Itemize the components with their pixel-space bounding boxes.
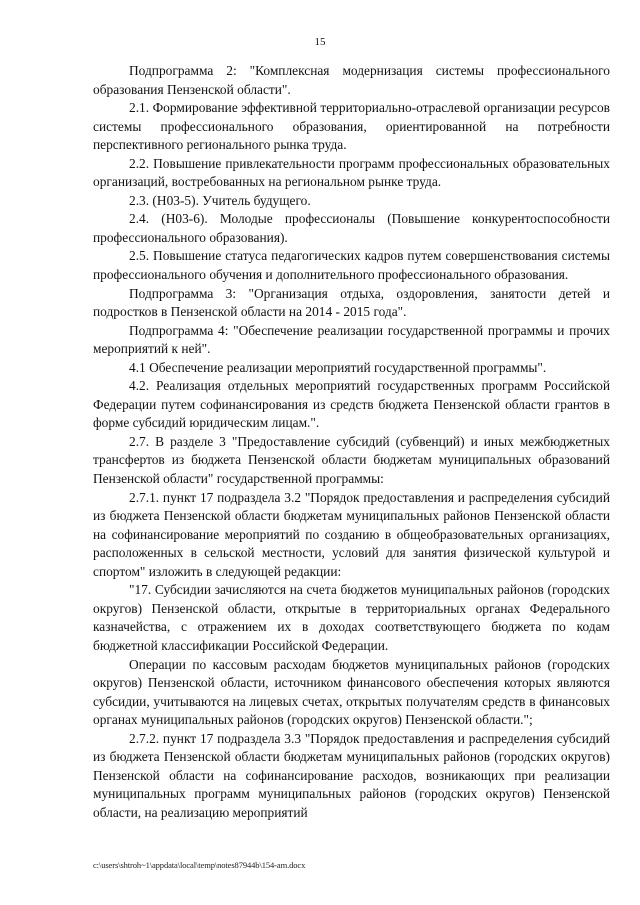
paragraph: Подпрограмма 3: "Организация отдыха, оздоровления, занятости детей и подростков в Пензенской области на 2014 - 2015 года". — [93, 285, 610, 320]
paragraph: 2.3. (Н03-5). Учитель будущего. — [129, 192, 311, 208]
paragraph: 2.7.2. пункт 17 подраздела 3.3 "Порядок предоставления и распределения субсидий из бюджета Пензенской области бюджетам муниципальных районов (городских округов) Пензенской области на софинансирование расходов, возникающих при реализации муниципальных программ муниципальных районов (городских округов) Пензенской области, на реализацию мероприятий — [93, 730, 610, 820]
paragraph: 4.1 Обеспечение реализации мероприятий государственной программы". — [129, 359, 547, 375]
paragraph: 2.7. В разделе 3 "Предоставление субсидий (субвенций) и иных межбюджетных трансфертов из бюджета Пензенской области бюджетам муниципальных образований Пензенской области" государственной программы: — [93, 433, 610, 487]
paragraph: 2.2. Повышение привлекательности программ профессиональных образовательных организаций, востребованных на региональном рынке труда. — [93, 155, 610, 190]
page-number: 15 — [314, 36, 326, 48]
paragraph: 4.2. Реализация отдельных мероприятий государственных программ Российской Федерации путем софинансирования из средств бюджета Пензенской области грантов в форме субсидий юридическим лицам.". — [93, 378, 610, 431]
paragraph: Подпрограмма 4: "Обеспечение реализации государственной программы и прочих мероприятий к ней". — [93, 322, 610, 357]
paragraph: "17. Субсидии зачисляются на счета бюджетов муниципальных районов (городских округов) Пензенской области, открытые в территориальных органах Федерального казначейства, с отражением их в доходах соответствующего бюджета по кодам бюджетной классификации Российской Федерации. — [93, 582, 610, 653]
file-path-footer: c:\users\shtroh~1\appdata\local\temp\notes87944b\154-am.docx — [93, 860, 306, 870]
paragraph: Операции по кассовым расходам бюджетов муниципальных районов (городских округов) Пензенской области, источником финансового обеспечения которых являются субсидии, учитываются на лицевых счетах, открытых получателям средств в финансовых органах муниципальных районов (городских округов) Пензенской области."; — [93, 656, 610, 728]
paragraph: 2.5. Повышение статуса педагогических кадров путем совершенствования системы профессионального обучения и дополнительного профессионального образования. — [93, 248, 610, 283]
paragraph: 2.4. (Н03-6). Молодые профессионалы (Повышение конкурентоспособности профессионального образования). — [93, 211, 610, 245]
paragraph: 2.1. Формирование эффективной территориально-отраслевой организации ресурсов системы профессионального образования, ориентированной на потребности перспективного регионального рынка труда. — [93, 100, 610, 153]
document-body — [93, 62, 610, 822]
paragraph: 2.7.1. пункт 17 подраздела 3.2 "Порядок предоставления и распределения субсидий из бюджета Пензенской области бюджетам муниципальных районов Пензенской области на софинансирование мероприятий по созданию в общеобразовательных организациях, расположенных в сельской местности, условий для занятия физической культурой и спортом" изложить в следующей редакции: — [93, 489, 610, 579]
paragraph: Подпрограмма 2: "Комплексная модернизация системы профессионального образования Пензенской области". — [93, 63, 610, 97]
